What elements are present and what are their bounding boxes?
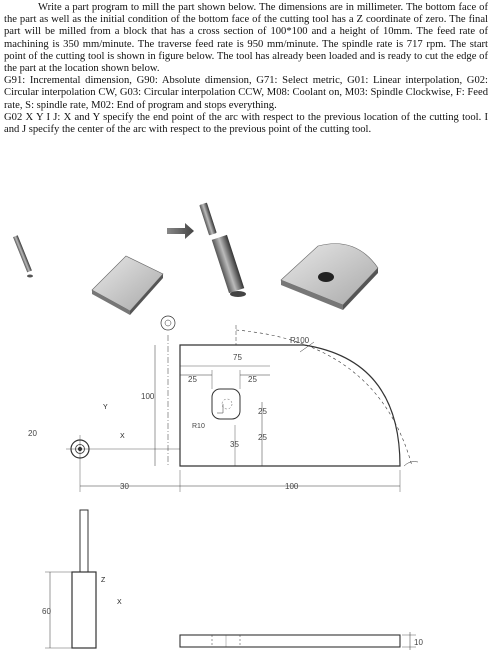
tool-shank: [80, 510, 88, 572]
g02-explanation-paragraph: G02 X Y I J: X and Y specify the end point of the arc with respect to the previous location of the cutting tool. I and J specify the center of the arc with respect to the previous point of the cutting tool.: [4, 111, 488, 136]
block-3d: [92, 256, 163, 315]
axis-z-label: Z: [101, 577, 106, 584]
problem-paragraph: Write a part program to mill the part shown below. The dimensions are in millimeter. The bottom face of the part as well as the initial condition of the bottom face of the cutting tool has a Z coordinate of zero. The final part will be milled from a block that has a cross section of 100*100 and a height of 10mm. The feed rate of machining is 350 mm/minute. The traverse feed rate is 950 mm/minute. The spindle rate is 717 rpm. The start point of the cutting tool is shown in figure below. The tool has already been loaded and is ready to cut the edge of the part at the location shown below.: [4, 2, 488, 75]
dim-25-vertical: 25: [258, 407, 267, 416]
dim-100-vertical: 100: [141, 392, 155, 401]
dim-10: 10: [414, 638, 423, 647]
dim-30: 30: [120, 482, 129, 491]
dim-25-right: 25: [248, 375, 257, 384]
part-thickness: [180, 635, 400, 647]
gcode-legend-paragraph: G91: Incremental dimension, G90: Absolute dimension, G71: Select metric, G01: Linear interpolation, G02: Circular interpolation CW, G03: Circular interpolation CCW, M08: Coolant on, M03: Spindle Clockwise, F: Feed rate, S: spindle rate, M02: End of program and stops everything.: [4, 75, 488, 111]
tool-side-view: [45, 510, 96, 648]
part-outline: [180, 345, 400, 466]
hole-3d: [318, 272, 334, 282]
dim-100-horizontal: 100: [285, 482, 299, 491]
transition-arrow-icon: [167, 223, 194, 239]
part-side-view: [180, 632, 416, 650]
axis-x-label: X: [120, 433, 125, 440]
axis-x2-label: X: [117, 599, 122, 606]
dim-20: 20: [28, 429, 37, 438]
tool-3d-middle: [199, 203, 246, 297]
finished-part-3d: [281, 244, 378, 310]
tool-body: [72, 572, 96, 648]
dim-25-left: 25: [188, 375, 197, 384]
dim-35: 35: [230, 440, 239, 449]
dim-25-lower: 25: [258, 433, 267, 442]
hole-radius-label: R10: [192, 423, 205, 430]
top-view-drawing: [66, 316, 418, 492]
hole-outline: [212, 389, 240, 419]
radius-label: R100: [290, 336, 310, 345]
dim-60: 60: [42, 607, 51, 616]
dim-75: 75: [233, 353, 242, 362]
axis-y-label: Y: [103, 404, 108, 411]
tool-3d-left: [13, 235, 33, 277]
